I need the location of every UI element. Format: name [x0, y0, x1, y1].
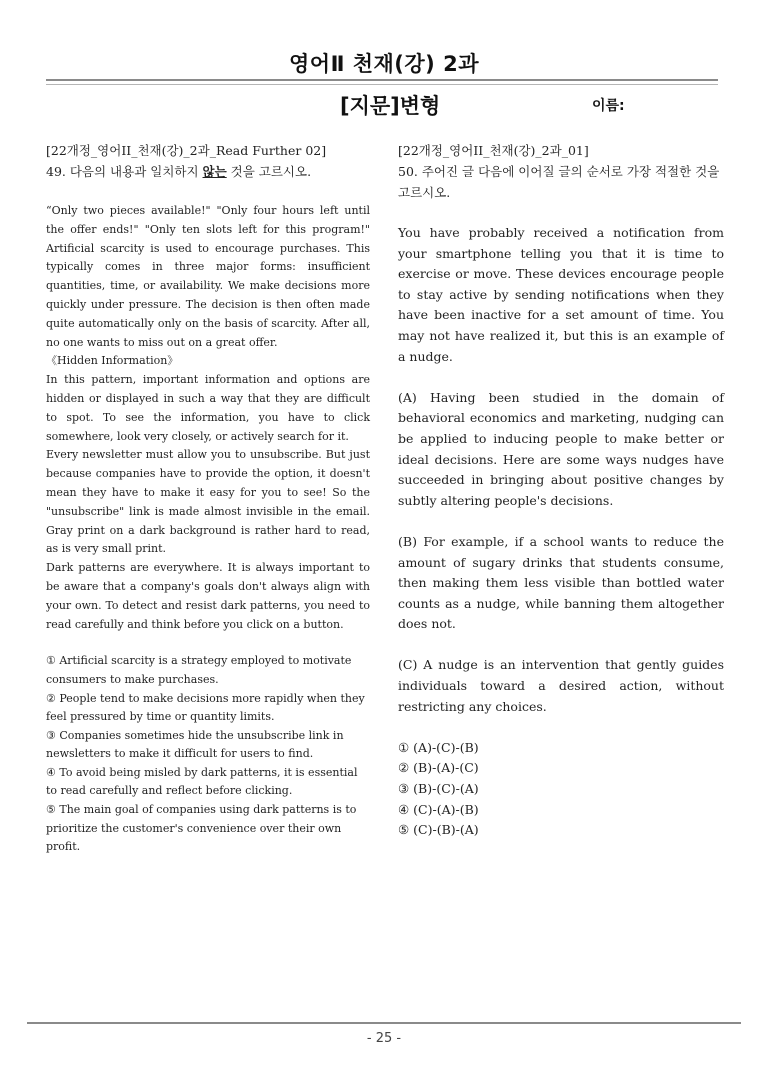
passage [398, 223, 724, 717]
question-source: [22개정_영어II_천재(강)_2과_Read Further 02] [46, 143, 327, 158]
answer-option: ⑤ (C)-(B)-(A) [398, 822, 479, 838]
question-prompt-start: 49. 다음의 내용과 일치하지 [46, 164, 203, 179]
page-number: - 25 - [366, 1031, 402, 1046]
question-prompt: 50. 주어진 글 다음에 이어질 글의 순서로 가장 적절한 것을 고르시오. [398, 164, 720, 200]
passage-paragraph: (A) Having been studied in the domain of behavioral economics and marketing, nudging can be applied to inducing people to make better or ideal decisions. Here are some ways nudges have succeeded in bringing about positive changes by subtly altering people's decisions. [398, 389, 724, 508]
passage-paragraph: In this pattern, important information and options are hidden or displayed in such a way that they are difficult to spot. To see the information, you have to click somewhere, look very closely, or actively search for it. [46, 373, 370, 443]
answer-option: ④ To avoid being misled by dark patterns, it is essential to read carefully and reflect before clicking. [46, 765, 358, 798]
answer-option: ③ (B)-(C)-(A) [398, 781, 479, 797]
passage [46, 202, 370, 634]
answer-options [46, 652, 370, 857]
name-label: 이름: [592, 98, 625, 114]
passage-paragraph: (B) For example, if a school wants to reduce the amount of sugary drinks that students consume, then making them less visible than bottled water counts as a nudge, while banning them altogether does not. [398, 533, 724, 632]
question-prompt [46, 161, 370, 182]
question-49 [46, 140, 370, 857]
answer-option: ① Artificial scarcity is a strategy employed to motivate consumers to make purchases. [46, 654, 352, 686]
page-subtitle: [지문]변형 [340, 94, 441, 118]
answer-option: ② People tend to make decisions more rapidly when they feel pressured by time or quantity limits. [46, 691, 365, 724]
question-source: [22개정_영어II_천재(강)_2과_01] [398, 143, 589, 158]
question-prompt-emphasis: 않는 [202, 164, 227, 179]
question-50 [398, 140, 724, 841]
passage-paragraph: You have probably received a notification from your smartphone telling you that it is time to exercise or move. These devices encourage people to stay active by sending notifications when they have been inactive for a set amount of time. You may not have realized it, but this is an example of a nudge. [398, 225, 724, 364]
answer-option: ① (A)-(C)-(B) [398, 739, 479, 755]
answer-option: ④ (C)-(A)-(B) [398, 801, 479, 817]
page-title: 영어Ⅱ 천재(강) 2과 [289, 52, 479, 76]
question-prompt-end: 것을 고르시오. [226, 164, 312, 179]
answer-options [398, 738, 724, 841]
passage-paragraph: Every newsletter must allow you to unsubscribe. But just because companies have to provide the option, it doesn't mean they have to make it easy for you to see! So the "unsubscribe" link is made almost invisible in the email. Gray print on a dark background is rather hard to read, as is very small print. [46, 448, 370, 556]
answer-option: ③ Companies sometimes hide the unsubscribe link in newsletters to make it difficult for users to find. [46, 728, 344, 761]
passage-paragraph: “Only two pieces available!" "Only four hours left until the offer ends!" "Only ten slots left for this program!" Artificial scarcity is used to encourage purchases. This typically comes in three major forms: insufficient quantities, time, or availability. We make decisions more quickly under pressure. The decision is then often made quite automatically only on the basis of scarcity. After all, no one wants to miss out on a great offer. [46, 204, 370, 349]
passage-heading: 《Hidden Information》 [46, 354, 179, 368]
answer-option: ② (B)-(A)-(C) [398, 760, 479, 776]
title-rule [46, 79, 718, 81]
footer-rule [27, 1022, 741, 1024]
answer-option: ⑤ The main goal of companies using dark patterns is to prioritize the customer's convenience over their own profit. [46, 803, 357, 854]
passage-paragraph: (C) A nudge is an intervention that gently guides individuals toward a desired action, without restricting any choices. [398, 657, 724, 714]
passage-paragraph: Dark patterns are everywhere. It is always important to be aware that a company's goals don't always align with your own. To detect and resist dark patterns, you need to read carefully and think before you click on a button. [46, 561, 370, 631]
title-rule-thin [46, 84, 718, 85]
